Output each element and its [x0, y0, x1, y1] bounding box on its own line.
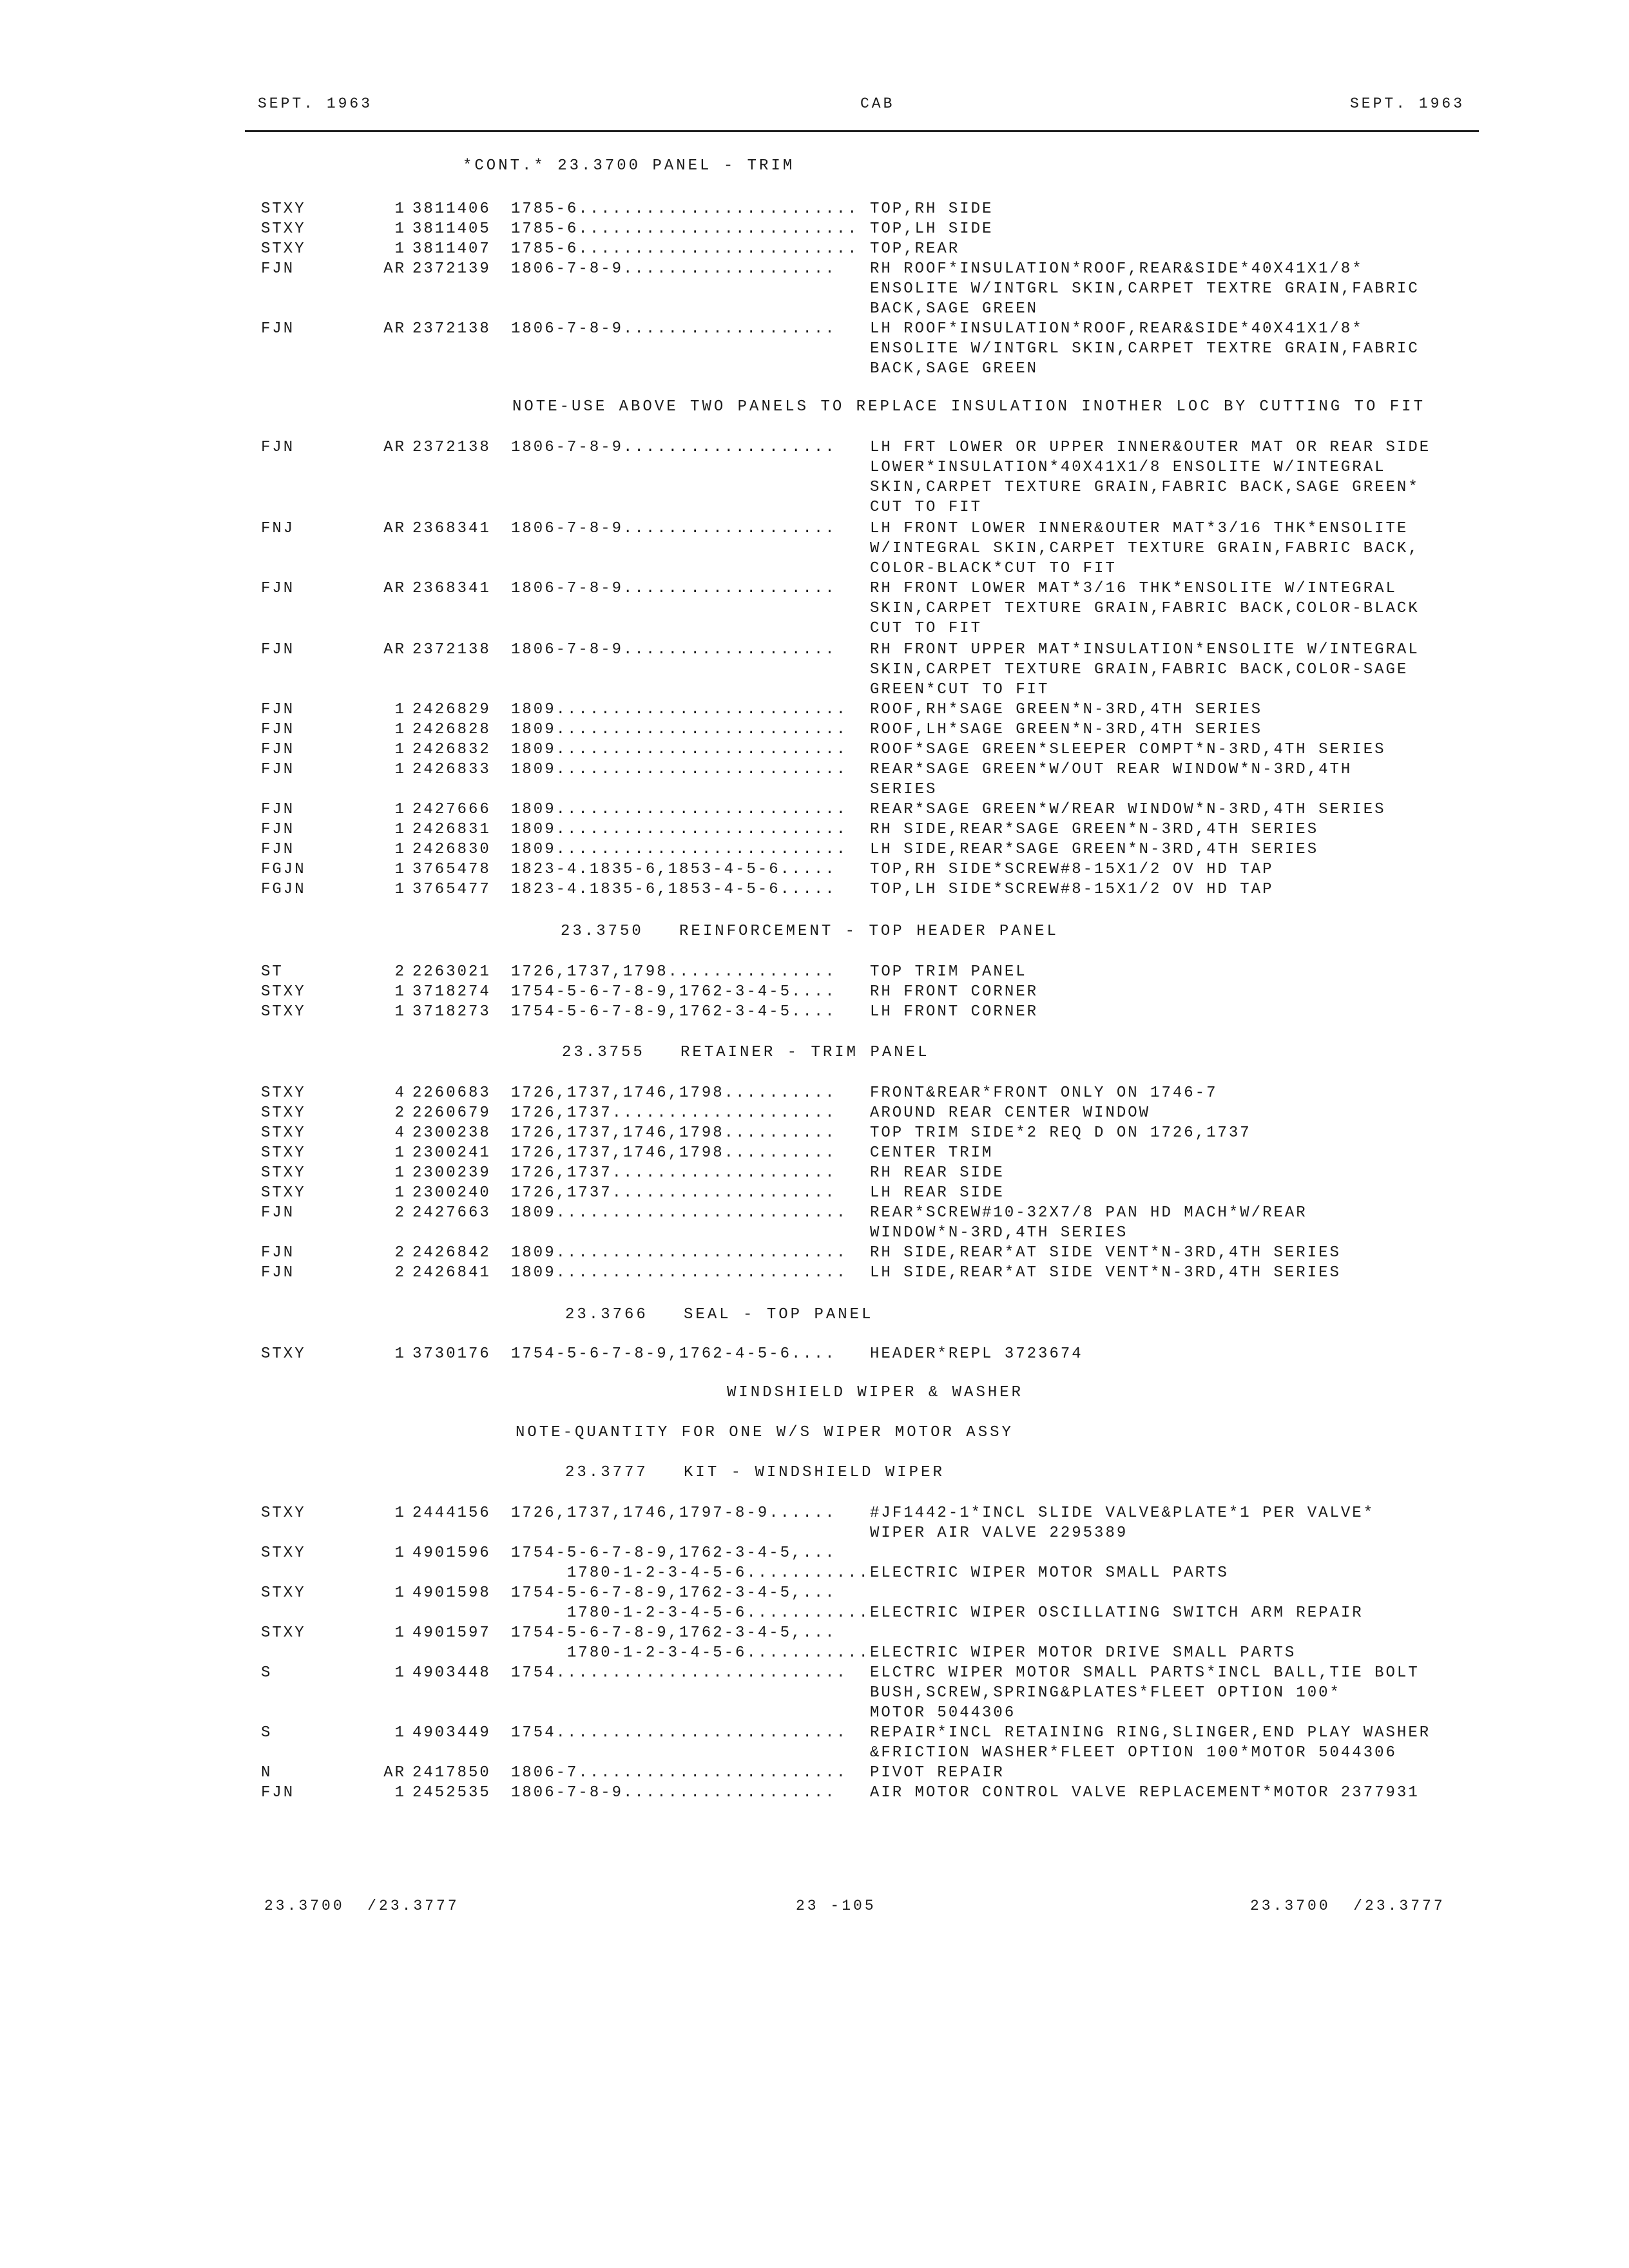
row-model-range: 1809..........................: [511, 1264, 848, 1282]
row-quantity: 1: [394, 801, 406, 818]
row-model-range: 1780-1-2-3-4-5-6...........: [511, 1564, 870, 1582]
row-description: PIVOT REPAIR: [870, 1764, 1005, 1782]
row-model-range: 1809..........................: [511, 801, 848, 818]
row-part-number: 2452535: [412, 1784, 491, 1802]
row-quantity: 1: [394, 1724, 406, 1742]
row-model-range: 1809..........................: [511, 741, 848, 758]
row-description: AIR MOTOR CONTROL VALVE REPLACEMENT*MOTOR 2377931: [870, 1784, 1420, 1802]
row-quantity: 1: [394, 1184, 406, 1202]
row-description: LH SIDE,REAR*AT SIDE VENT*N-3RD,4TH SERIES: [870, 1264, 1341, 1282]
row-model-code: FJN: [261, 721, 295, 738]
row-description: TOP,RH SIDE: [870, 200, 994, 218]
row-description: SKIN,CARPET TEXTURE GRAIN,FABRIC BACK,SAGE GREEN*: [870, 479, 1420, 496]
row-description: BACK,SAGE GREEN: [870, 360, 1039, 378]
row-quantity: 1: [394, 1144, 406, 1162]
row-description: LOWER*INSULATION*40X41X1/8 ENSOLITE W/INTEGRAL: [870, 459, 1386, 476]
row-description: RH ROOF*INSULATION*ROOF,REAR&SIDE*40X41X1/8*: [870, 260, 1364, 278]
row-model-range: 1809..........................: [511, 821, 848, 838]
row-description: TOP,LH SIDE: [870, 220, 994, 238]
row-part-number: 2427663: [412, 1204, 491, 1222]
row-model-range: 1754..........................: [511, 1724, 848, 1742]
row-model-range: 1806-7-8-9...................: [511, 580, 836, 597]
row-description: TOP,LH SIDE*SCREW#8-15X1/2 OV HD TAP: [870, 881, 1274, 898]
row-quantity: AR: [383, 320, 406, 338]
row-model-code: STXY: [261, 1184, 306, 1202]
row-description: ROOF*SAGE GREEN*SLEEPER COMPT*N-3RD,4TH SERIES: [870, 741, 1386, 758]
section-heading: 23.3755 RETAINER - TRIM PANEL: [562, 1044, 930, 1061]
row-model-range: 1726,1737....................: [511, 1184, 836, 1202]
row-description: REAR*SAGE GREEN*W/OUT REAR WINDOW*N-3RD,4TH: [870, 761, 1353, 778]
row-description: ENSOLITE W/INTGRL SKIN,CARPET TEXTRE GRAIN,FABRIC: [870, 280, 1420, 298]
row-description: LH SIDE,REAR*SAGE GREEN*N-3RD,4TH SERIES: [870, 841, 1319, 858]
row-description: REAR*SAGE GREEN*W/REAR WINDOW*N-3RD,4TH SERIES: [870, 801, 1386, 818]
row-part-number: 4903448: [412, 1664, 491, 1682]
row-description: W/INTEGRAL SKIN,CARPET TEXTURE GRAIN,FABRIC BACK,: [870, 540, 1420, 557]
row-quantity: AR: [383, 580, 406, 597]
footer-range-left: 23.3700 /23.3777: [264, 1898, 459, 1914]
row-part-number: 2372138: [412, 320, 491, 338]
section-heading: *CONT.* 23.3700 PANEL - TRIM: [463, 157, 795, 175]
row-quantity: 1: [394, 1504, 406, 1522]
row-description: ELECTRIC WIPER OSCILLATING SWITCH ARM REPAIR: [870, 1604, 1364, 1622]
row-quantity: 1: [394, 1345, 406, 1363]
row-model-code: STXY: [261, 1164, 306, 1182]
row-model-code: FJN: [261, 761, 295, 778]
row-model-code: ST: [261, 963, 284, 981]
row-part-number: 4901597: [412, 1624, 491, 1642]
row-quantity: 4: [394, 1084, 406, 1102]
section-heading: 23.3777 KIT - WINDSHIELD WIPER: [565, 1464, 945, 1481]
row-part-number: 2263021: [412, 963, 491, 981]
row-quantity: 1: [394, 1544, 406, 1562]
row-model-range: 1726,1737,1798...............: [511, 963, 836, 981]
row-model-code: FNJ: [261, 520, 295, 537]
row-description: #JF1442-1*INCL SLIDE VALVE&PLATE*1 PER VALVE*: [870, 1504, 1375, 1522]
row-description: BUSH,SCREW,SPRING&PLATES*FLEET OPTION 100*: [870, 1684, 1341, 1702]
row-part-number: 2372139: [412, 260, 491, 278]
section-heading: 23.3766 SEAL - TOP PANEL: [565, 1306, 874, 1323]
row-quantity: 1: [394, 240, 406, 258]
row-model-code: FJN: [261, 439, 295, 456]
row-model-range: 1809..........................: [511, 761, 848, 778]
row-model-range: 1726,1737,1746,1798..........: [511, 1084, 836, 1102]
row-description: ENSOLITE W/INTGRL SKIN,CARPET TEXTRE GRAIN,FABRIC: [870, 340, 1420, 358]
row-part-number: 2368341: [412, 580, 491, 597]
row-quantity: 1: [394, 1164, 406, 1182]
footer-range-right: 23.3700 /23.3777: [1250, 1898, 1445, 1914]
row-description: ELECTRIC WIPER MOTOR DRIVE SMALL PARTS: [870, 1644, 1296, 1662]
row-part-number: 2300240: [412, 1184, 491, 1202]
row-model-range: 1754-5-6-7-8-9,1762-3-4-5....: [511, 1003, 836, 1021]
row-part-number: 2444156: [412, 1504, 491, 1522]
row-model-code: FGJN: [261, 881, 306, 898]
row-model-range: 1754-5-6-7-8-9,1762-3-4-5....: [511, 983, 836, 1001]
row-model-range: 1726,1737,1746,1797-8-9......: [511, 1504, 836, 1522]
row-quantity: 1: [394, 983, 406, 1001]
row-description: HEADER*REPL 3723674: [870, 1345, 1083, 1363]
row-part-number: 2372138: [412, 439, 491, 456]
row-part-number: 4901598: [412, 1584, 491, 1602]
row-model-code: STXY: [261, 220, 306, 238]
row-model-code: FJN: [261, 841, 295, 858]
row-description: FRONT&REAR*FRONT ONLY ON 1746-7: [870, 1084, 1218, 1102]
row-quantity: 1: [394, 1784, 406, 1802]
row-part-number: 2300238: [412, 1124, 491, 1142]
row-model-code: FGJN: [261, 861, 306, 878]
row-model-code: STXY: [261, 1003, 306, 1021]
row-description: WINDOW*N-3RD,4TH SERIES: [870, 1224, 1128, 1242]
section-heading: NOTE-QUANTITY FOR ONE W/S WIPER MOTOR ASSY: [516, 1424, 1014, 1441]
row-model-code: STXY: [261, 1104, 306, 1122]
row-model-code: FJN: [261, 801, 295, 818]
row-model-code: FJN: [261, 741, 295, 758]
header-section-title: CAB: [860, 95, 895, 112]
row-quantity: 1: [394, 701, 406, 718]
row-model-range: 1754-5-6-7-8-9,1762-3-4-5,...: [511, 1544, 836, 1562]
row-model-range: 1754..........................: [511, 1664, 848, 1682]
row-model-code: STXY: [261, 1124, 306, 1142]
row-description: LH FRT LOWER OR UPPER INNER&OUTER MAT OR REAR SIDE: [870, 439, 1431, 456]
row-part-number: 2368341: [412, 520, 491, 537]
row-description: SKIN,CARPET TEXTURE GRAIN,FABRIC BACK,COLOR-SAGE: [870, 661, 1409, 678]
row-description: MOTOR 5044306: [870, 1704, 1016, 1722]
row-part-number: 2260683: [412, 1084, 491, 1102]
row-model-code: S: [261, 1724, 273, 1742]
row-description: ROOF,LH*SAGE GREEN*N-3RD,4TH SERIES: [870, 721, 1263, 738]
row-part-number: 3718273: [412, 1003, 491, 1021]
row-part-number: 2427666: [412, 801, 491, 818]
row-model-range: 1806-7-8-9...................: [511, 320, 836, 338]
row-model-range: 1754-5-6-7-8-9,1762-3-4-5,...: [511, 1624, 836, 1642]
row-model-range: 1785-6.........................: [511, 220, 859, 238]
row-part-number: 2300241: [412, 1144, 491, 1162]
row-quantity: 1: [394, 200, 406, 218]
row-part-number: 3765478: [412, 861, 491, 878]
header-rule: [245, 130, 1479, 132]
row-quantity: 1: [394, 1584, 406, 1602]
row-model-range: 1806-7........................: [511, 1764, 848, 1782]
row-model-range: 1785-6.........................: [511, 240, 859, 258]
row-description: ELCTRC WIPER MOTOR SMALL PARTS*INCL BALL,TIE BOLT: [870, 1664, 1420, 1682]
row-model-code: STXY: [261, 200, 306, 218]
row-model-code: STXY: [261, 1144, 306, 1162]
section-heading: 23.3750 REINFORCEMENT - TOP HEADER PANEL: [561, 923, 1059, 940]
row-description: RH FRONT UPPER MAT*INSULATION*ENSOLITE W/INTEGRAL: [870, 641, 1420, 658]
row-description: TOP TRIM PANEL: [870, 963, 1027, 981]
row-model-range: 1780-1-2-3-4-5-6...........: [511, 1644, 870, 1662]
row-description: LH REAR SIDE: [870, 1184, 1005, 1202]
row-description: TOP,RH SIDE*SCREW#8-15X1/2 OV HD TAP: [870, 861, 1274, 878]
row-part-number: 2260679: [412, 1104, 491, 1122]
row-quantity: 2: [394, 1104, 406, 1122]
header-date-right: SEPT. 1963: [1350, 95, 1465, 112]
row-model-code: STXY: [261, 1345, 306, 1363]
row-description: REPAIR*INCL RETAINING RING,SLINGER,END PLAY WASHER: [870, 1724, 1431, 1742]
row-part-number: 2426842: [412, 1244, 491, 1262]
row-model-code: FJN: [261, 260, 295, 278]
row-quantity: 1: [394, 861, 406, 878]
row-description: CUT TO FIT: [870, 620, 983, 637]
row-model-range: 1754-5-6-7-8-9,1762-3-4-5,...: [511, 1584, 836, 1602]
row-model-code: FJN: [261, 1204, 295, 1222]
row-description: RH SIDE,REAR*SAGE GREEN*N-3RD,4TH SERIES: [870, 821, 1319, 838]
footer-page-number: 23 -105: [796, 1898, 876, 1914]
row-model-code: STXY: [261, 1084, 306, 1102]
section-heading: WINDSHIELD WIPER & WASHER: [727, 1384, 1024, 1401]
row-model-range: 1806-7-8-9...................: [511, 520, 836, 537]
row-quantity: 1: [394, 1003, 406, 1021]
row-quantity: 2: [394, 1264, 406, 1282]
row-model-range: 1806-7-8-9...................: [511, 1784, 836, 1802]
row-model-code: FJN: [261, 701, 295, 718]
row-model-code: STXY: [261, 983, 306, 1001]
row-part-number: 2426833: [412, 761, 491, 778]
row-description: REAR*SCREW#10-32X7/8 PAN HD MACH*W/REAR: [870, 1204, 1307, 1222]
row-part-number: 3730176: [412, 1345, 491, 1363]
header-date-left: SEPT. 1963: [258, 95, 373, 112]
row-model-code: FJN: [261, 1244, 295, 1262]
row-description: SERIES: [870, 781, 938, 798]
row-part-number: 2300239: [412, 1164, 491, 1182]
row-quantity: 2: [394, 1204, 406, 1222]
section-heading: NOTE-USE ABOVE TWO PANELS TO REPLACE INSULATION INOTHER LOC BY CUTTING TO FIT: [512, 398, 1425, 416]
row-description: LH ROOF*INSULATION*ROOF,REAR&SIDE*40X41X1/8*: [870, 320, 1364, 338]
row-description: CENTER TRIM: [870, 1144, 994, 1162]
row-model-code: FJN: [261, 580, 295, 597]
row-model-code: FJN: [261, 1784, 295, 1802]
row-part-number: 2426830: [412, 841, 491, 858]
row-part-number: 3765477: [412, 881, 491, 898]
row-part-number: 2417850: [412, 1764, 491, 1782]
row-part-number: 2426841: [412, 1264, 491, 1282]
row-part-number: 2426829: [412, 701, 491, 718]
row-model-code: N: [261, 1764, 273, 1782]
row-model-range: 1809..........................: [511, 701, 848, 718]
row-description: AROUND REAR CENTER WINDOW: [870, 1104, 1151, 1122]
row-quantity: 1: [394, 761, 406, 778]
row-part-number: 3811406: [412, 200, 491, 218]
row-model-code: FJN: [261, 821, 295, 838]
row-model-range: 1823-4.1835-6,1853-4-5-6.....: [511, 861, 836, 878]
row-description: GREEN*CUT TO FIT: [870, 681, 1050, 698]
row-part-number: 2426832: [412, 741, 491, 758]
row-model-range: 1754-5-6-7-8-9,1762-4-5-6....: [511, 1345, 836, 1363]
row-model-code: S: [261, 1664, 273, 1682]
row-model-range: 1780-1-2-3-4-5-6...........: [511, 1604, 870, 1622]
row-description: RH REAR SIDE: [870, 1164, 1005, 1182]
row-part-number: 2372138: [412, 641, 491, 658]
row-description: WIPER AIR VALVE 2295389: [870, 1524, 1128, 1542]
row-description: RH FRONT LOWER MAT*3/16 THK*ENSOLITE W/INTEGRAL: [870, 580, 1397, 597]
row-quantity: 1: [394, 741, 406, 758]
row-quantity: AR: [383, 439, 406, 456]
row-quantity: AR: [383, 641, 406, 658]
row-model-range: 1726,1737....................: [511, 1104, 836, 1122]
row-model-code: FJN: [261, 320, 295, 338]
row-description: &FRICTION WASHER*FLEET OPTION 100*MOTOR 5044306: [870, 1744, 1397, 1762]
row-description: LH FRONT LOWER INNER&OUTER MAT*3/16 THK*ENSOLITE: [870, 520, 1409, 537]
row-model-range: 1726,1737,1746,1798..........: [511, 1124, 836, 1142]
row-description: SKIN,CARPET TEXTURE GRAIN,FABRIC BACK,COLOR-BLACK: [870, 600, 1420, 617]
row-description: ROOF,RH*SAGE GREEN*N-3RD,4TH SERIES: [870, 701, 1263, 718]
row-part-number: 4903449: [412, 1724, 491, 1742]
row-model-code: STXY: [261, 1584, 306, 1602]
row-quantity: AR: [383, 260, 406, 278]
row-description: ELECTRIC WIPER MOTOR SMALL PARTS: [870, 1564, 1229, 1582]
row-model-code: STXY: [261, 1504, 306, 1522]
row-model-range: 1726,1737,1746,1798..........: [511, 1144, 836, 1162]
row-model-code: STXY: [261, 1544, 306, 1562]
row-part-number: 3811405: [412, 220, 491, 238]
row-quantity: 1: [394, 1624, 406, 1642]
row-part-number: 2426828: [412, 721, 491, 738]
row-quantity: 2: [394, 1244, 406, 1262]
row-model-range: 1726,1737....................: [511, 1164, 836, 1182]
row-description: CUT TO FIT: [870, 499, 983, 516]
row-quantity: 1: [394, 821, 406, 838]
row-quantity: 1: [394, 1664, 406, 1682]
row-quantity: 1: [394, 881, 406, 898]
row-model-code: STXY: [261, 1624, 306, 1642]
row-description: LH FRONT CORNER: [870, 1003, 1039, 1021]
row-quantity: AR: [383, 520, 406, 537]
row-model-range: 1809..........................: [511, 721, 848, 738]
row-model-range: 1806-7-8-9...................: [511, 260, 836, 278]
row-part-number: 3811407: [412, 240, 491, 258]
row-description: TOP,REAR: [870, 240, 960, 258]
row-part-number: 4901596: [412, 1544, 491, 1562]
row-model-range: 1809..........................: [511, 841, 848, 858]
row-quantity: 1: [394, 220, 406, 238]
row-model-range: 1806-7-8-9...................: [511, 641, 836, 658]
row-model-range: 1806-7-8-9...................: [511, 439, 836, 456]
row-description: TOP TRIM SIDE*2 REQ D ON 1726,1737: [870, 1124, 1251, 1142]
row-model-range: 1809..........................: [511, 1244, 848, 1262]
row-quantity: 2: [394, 963, 406, 981]
row-model-code: FJN: [261, 641, 295, 658]
row-description: BACK,SAGE GREEN: [870, 300, 1039, 318]
row-model-range: 1823-4.1835-6,1853-4-5-6.....: [511, 881, 836, 898]
row-quantity: 1: [394, 721, 406, 738]
row-model-code: FJN: [261, 1264, 295, 1282]
row-quantity: 4: [394, 1124, 406, 1142]
row-model-code: STXY: [261, 240, 306, 258]
row-part-number: 3718274: [412, 983, 491, 1001]
row-description: RH SIDE,REAR*AT SIDE VENT*N-3RD,4TH SERIES: [870, 1244, 1341, 1262]
row-description: COLOR-BLACK*CUT TO FIT: [870, 560, 1117, 577]
row-quantity: 1: [394, 841, 406, 858]
row-description: RH FRONT CORNER: [870, 983, 1039, 1001]
row-model-range: 1809..........................: [511, 1204, 848, 1222]
row-part-number: 2426831: [412, 821, 491, 838]
row-model-range: 1785-6.........................: [511, 200, 859, 218]
row-quantity: AR: [383, 1764, 406, 1782]
